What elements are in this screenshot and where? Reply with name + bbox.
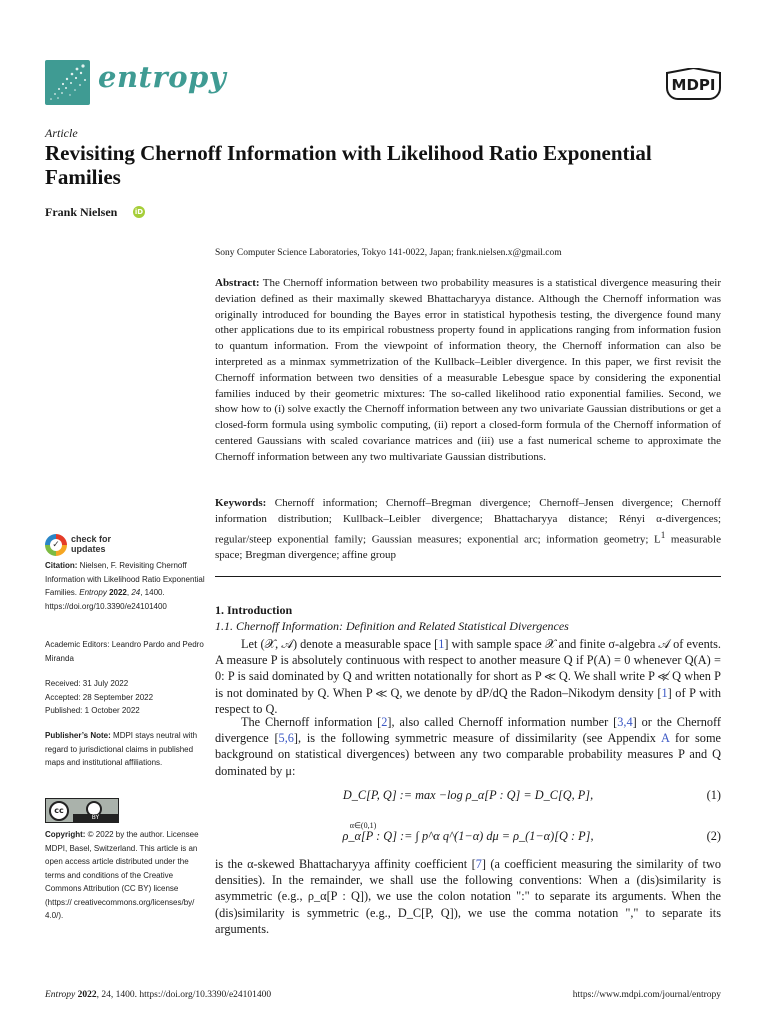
cc-by-license-badge[interactable] <box>45 798 119 823</box>
abstract-text: The Chernoff information between two probability measures is a statistical divergence measuring their deviation defined as their maximally skewed Bhattacharyya distance. Although the Chernoff information was originally introduced for bounding the Bayes error in statistical hypothesis testing, the divergence found many other applications due to its empirical robustness property found in applications ranging from information fusion to quantum information. From the viewpoint of information theory, the Chernoff information can also be interpreted as a minmax symmetrization of the Kullback–Leibler divergence. In this paper, we first revisit the Chernoff information between two densities of a measurable Lebesgue space by considering the exponential families induced by their geometric mixtures: The so-called likelihood ratio exponential families. Second, we show how to (i) solve exactly the Chernoff information between any two univariate Gaussian distributions or get a closed-form formula using symbolic computing, (ii) report a closed-form formula of the Chernoff information of centered Gaussians with scaled covariance matrices and (iii) use a fast numerical scheme to approximate the Chernoff information between any two multivariate Gaussian distributions. <box>215 277 721 463</box>
academic-editors: Academic Editors: Leandro Pardo and Pedro Miranda <box>45 640 204 663</box>
p1-text-a: Let (𝒳, 𝒜) denote a measurable space [ <box>241 637 439 651</box>
abstract-label: Abstract: <box>215 277 260 289</box>
orcid-icon[interactable]: iD <box>134 208 144 216</box>
paper-title: Revisiting Chernoff Information with Likelihood Ratio Exponential Families <box>45 141 652 189</box>
dates <box>45 677 205 718</box>
checkmark-icon: ✓ <box>50 539 62 551</box>
paragraph-1 <box>215 636 721 717</box>
p3-text-b: ] (a coefficient measuring the similarity of two densities). In the remainder, we shall use the following conventions: When a (dis)similarity is asymmetric (e.g., ρ_α[P : Q]), we use the colon notation ":" to separate its arguments. When the (dis)similarity is symmetric (e.g., D_C[P, Q]), we use the comma notation "," to separate its arguments. <box>215 857 721 936</box>
citation: Citation: Nielsen, F. Revisiting Chernoff Information with Likelihood Ratio Exponential Families. Entropy 2022, 24, 1400. https://doi.org/10.3390/e24101400 <box>45 561 205 611</box>
abstract <box>215 276 721 466</box>
affiliation: Sony Computer Science Laboratories, Tokyo 141-0022, Japan; frank.nielsen.x@gmail.com <box>215 248 562 258</box>
citation-label: Citation: <box>45 561 78 570</box>
citation-page: 1400. <box>144 588 165 597</box>
accepted-date: Accepted: 28 September 2022 <box>45 692 154 702</box>
received-date: Received: 31 July 2022 <box>45 679 129 688</box>
p1-text-b: ] with sample space 𝒳 and finite σ-algebra 𝒜 of events. A measure P is absolutely continuous with respect to another measure Q if P(A) = 0 whenever Q(A) = 0: P is said dominated by Q and written notationally for short as P ≪ Q. We shall write P ≪̸ Q when P is not dominated by Q. When P ≪ Q, we denote by dP/dQ the Radon–Nikodym density [ <box>215 637 721 700</box>
p2-text-c: ] or the Chernoff divergence [ <box>215 715 721 746</box>
equation-1-number: (1) <box>706 788 721 802</box>
p3-text-a: is the α-skewed Bhattacharyya affinity coefficient [ <box>215 857 476 871</box>
ref-link[interactable]: 3,4 <box>617 715 633 729</box>
check-updates-label[interactable] <box>71 534 111 554</box>
paragraph-2 <box>215 714 721 779</box>
keywords <box>215 496 721 564</box>
check-updates-line2: updates <box>71 544 106 554</box>
by-label: BY <box>73 814 118 822</box>
published-date: Published: 1 October 2022 <box>45 706 140 715</box>
publisher-note-label: Publisher’s Note: <box>45 731 111 740</box>
citation-text: Nielsen, F. Revisiting Chernoff Information with Likelihood Ratio Exponential Families. <box>45 561 205 597</box>
p1-text-c: ] of P with respect to Q. <box>215 685 721 716</box>
ref-link[interactable]: 7 <box>475 857 482 871</box>
citation-journal: Entropy <box>79 588 107 597</box>
publisher-note-text: MDPI stays neutral with regard to jurisdictional claims in published maps and institutional affiliations. <box>45 731 198 767</box>
equation-1-body: D_C[P, Q] := max −log ρ_α[P : Q] = D_C[Q, P], <box>342 788 594 802</box>
copyright-text: © 2022 by the author. Licensee MDPI, Basel, Switzerland. This article is an open access article distributed under the terms and conditions of the Creative Commons Attribution (CC BY) license (https:// creativecommons.org/licenses/by/ 4.0/). <box>45 830 199 920</box>
divider <box>215 576 721 577</box>
citation-volume: 24 <box>131 588 141 597</box>
subsection-heading: 1.1. Chernoff Information: Definition and Related Statistical Divergences <box>215 619 569 633</box>
footer-journal: Entropy <box>45 990 76 1000</box>
citation-doi[interactable]: https://doi.org/10.3390/e24101400 <box>45 601 167 611</box>
p2-text-e: for some background on statistical divergences) between any two comparable probability measures P and Q dominated by μ: <box>215 731 721 778</box>
ref-link[interactable]: 5,6 <box>278 731 294 746</box>
ref-link[interactable]: 1 <box>661 685 668 700</box>
footer-journal-url[interactable]: https://www.mdpi.com/journal/entropy <box>572 990 721 1000</box>
keywords-superscript: 1 <box>660 529 666 540</box>
journal-name: entropy <box>98 60 227 94</box>
publisher-note <box>45 729 205 770</box>
citation-year: 2022 <box>109 588 127 597</box>
footer-doi[interactable]: , 24, 1400. https://doi.org/10.3390/e24101400 <box>96 990 272 1000</box>
cc-icon: cc <box>49 801 69 821</box>
check-updates-line1: check for <box>71 534 112 544</box>
equation-2-body: ρ_α[P : Q] := ∫ p^α q^(1−α) dμ = ρ_(1−α)[Q : P], <box>342 829 594 843</box>
equation-1-subscript: α∈(0,1) <box>349 821 377 830</box>
copyright-label: Copyright: <box>45 830 86 839</box>
author-name: Frank Nielsen <box>45 205 118 219</box>
section-heading: 1. Introduction <box>215 603 293 617</box>
article-type: Article <box>45 126 78 140</box>
copyright <box>45 828 205 923</box>
keywords-label: Keywords: <box>215 497 267 509</box>
p2-text-a: The Chernoff information [ <box>241 715 382 729</box>
p2-text-b: ], also called Chernoff information number [ <box>387 715 618 729</box>
p2-text-d: ], is the following symmetric measure of dissimilarity (see Appendix <box>293 731 662 746</box>
publisher-logo-top-icon <box>666 68 721 78</box>
footer-year: 2022 <box>77 990 97 1000</box>
footer-citation <box>45 990 271 1000</box>
ref-link[interactable]: 2 <box>381 715 388 729</box>
ref-link[interactable]: 1 <box>438 637 445 651</box>
appendix-link[interactable]: A <box>661 731 670 746</box>
paragraph-3 <box>215 856 721 937</box>
keywords-text: Chernoff information; Chernoff–Bregman divergence; Chernoff–Jensen divergence; Chernoff information distribution; Kullback–Leibler divergence; Bhattacharyya distance; Rényi α-divergences; regular/steep exponential family; Gaussian measures; exponential arc; information geometry; L <box>215 497 722 546</box>
publisher-logo: MDPI <box>666 72 721 100</box>
equation-2-number: (2) <box>706 829 721 843</box>
journal-logo-icon <box>45 60 90 105</box>
keywords-text-end: measurable space; Bregman divergence; affine group <box>215 533 721 562</box>
